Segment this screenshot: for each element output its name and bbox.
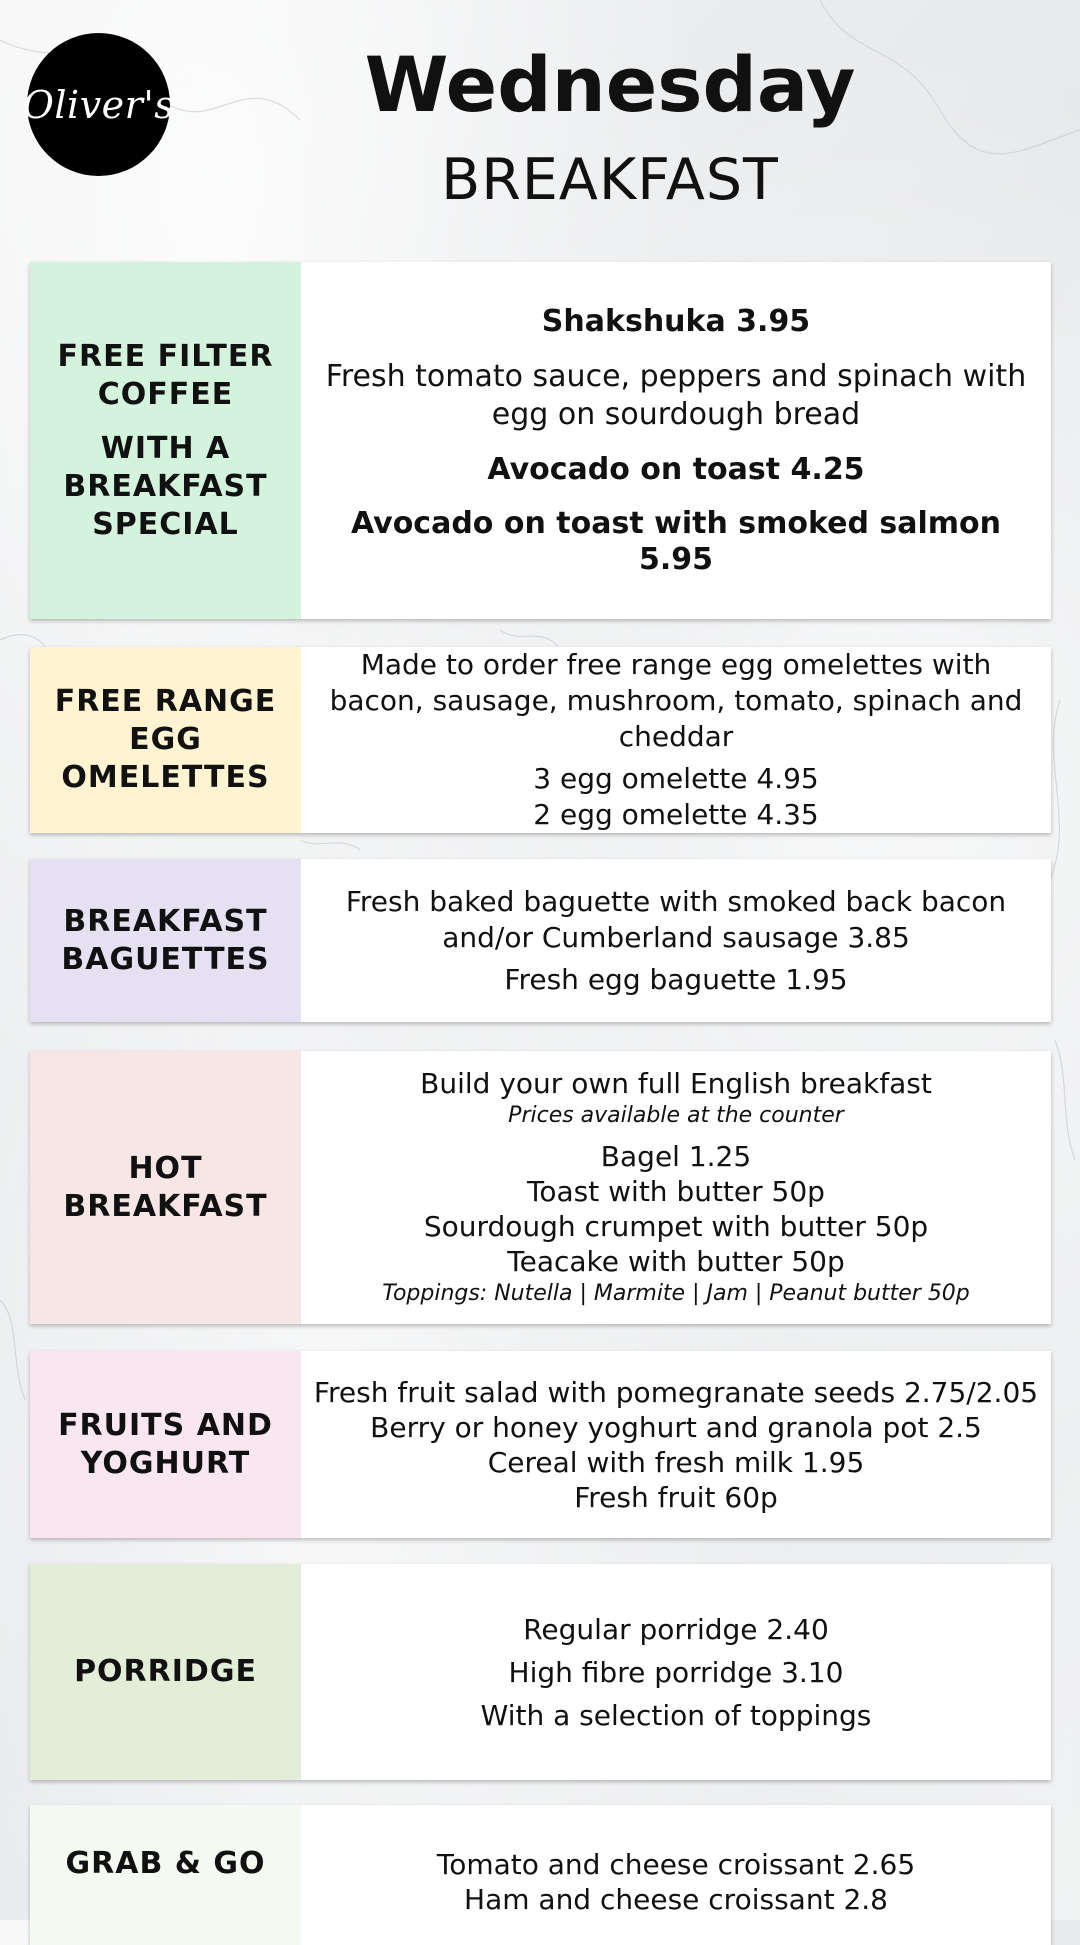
- label-line: PORRIDGE: [74, 1654, 257, 1689]
- section-label: [30, 1051, 301, 1324]
- menu-item: Cereal with fresh milk 1.95: [487, 1445, 865, 1479]
- label-line: BREAKFAST: [63, 903, 268, 939]
- menu-item-description: Fresh tomato sauce, peppers and spinach with egg on sourdough bread: [325, 358, 1027, 432]
- label-line: OMELETTES: [61, 760, 270, 795]
- section-label: [30, 1351, 301, 1538]
- label-line: BREAKFAST: [63, 468, 268, 504]
- section-label: [30, 859, 301, 1022]
- menu-item-description: Made to order free range egg omelettes with bacon, sausage, mushroom, tomato, spinach and cheddar: [329, 648, 1023, 753]
- section-label: [30, 647, 301, 833]
- section-content: [301, 262, 1051, 619]
- section-content: [301, 1051, 1051, 1324]
- meal-title: BREAKFAST: [441, 147, 779, 213]
- menu-note: Prices available at the counter: [508, 1103, 844, 1128]
- section-content: [301, 1564, 1051, 1780]
- menu-item: High fibre porridge 3.10: [508, 1655, 844, 1689]
- section-label: [30, 1805, 301, 1945]
- menu-item: Bagel 1.25: [600, 1140, 752, 1173]
- section-content: [301, 1805, 1051, 1945]
- menu-item: Sourdough crumpet with butter 50p: [423, 1210, 929, 1243]
- label-line: FREE RANGE: [54, 684, 277, 719]
- menu-item: Fresh fruit salad with pomegranate seeds 2.75/2.05: [313, 1375, 1039, 1409]
- menu-item: Tomato and cheese croissant 2.65: [436, 1848, 916, 1881]
- section-grab-and-go: [30, 1805, 1051, 1945]
- section-baguettes: [30, 859, 1051, 1022]
- label-line: WITH A: [100, 430, 231, 466]
- section-content: [301, 859, 1051, 1022]
- label-line: SPECIAL: [92, 506, 239, 542]
- label-line: BREAKFAST: [63, 1188, 268, 1224]
- label-line: FRUITS AND: [58, 1407, 273, 1443]
- menu-item: 3 egg omelette 4.95: [533, 762, 819, 795]
- menu-item: Ham and cheese croissant 2.8: [464, 1883, 888, 1916]
- section-content: [301, 647, 1051, 833]
- section-special: [30, 262, 1051, 619]
- menu-item: Teacake with butter 50p: [507, 1245, 845, 1278]
- menu-item: With a selection of toppings: [480, 1698, 872, 1732]
- label-line: HOT: [128, 1150, 203, 1186]
- menu-item: Fresh fruit 60p: [574, 1480, 778, 1514]
- section-omelettes: [30, 647, 1051, 833]
- menu-item: 2 egg omelette 4.35: [533, 798, 819, 831]
- logo-text: Oliver's: [22, 82, 175, 127]
- menu-item: Fresh egg baguette 1.95: [504, 962, 848, 996]
- label-line: BAGUETTES: [61, 941, 270, 977]
- menu-item: Toast with butter 50p: [527, 1175, 825, 1208]
- label-line: GRAB & GO: [65, 1846, 266, 1881]
- section-label: [30, 262, 301, 619]
- label-line: YOGHURT: [80, 1445, 251, 1481]
- menu-item: Berry or honey yoghurt and granola pot 2.5: [370, 1410, 982, 1444]
- day-title: Wednesday: [364, 40, 856, 129]
- menu-note: Toppings: Nutella | Marmite | Jam | Peanut butter 50p: [382, 1281, 970, 1306]
- menu-item: Fresh baked baguette with smoked back bacon and/or Cumberland sausage 3.85: [345, 884, 1007, 954]
- section-fruits: [30, 1351, 1051, 1538]
- section-label: [30, 1564, 301, 1780]
- menu-item-description: Build your own full English breakfast: [420, 1067, 932, 1100]
- menu-item: Avocado on toast 4.25: [487, 451, 865, 487]
- label-line: EGG: [129, 722, 202, 757]
- menu-item: Avocado on toast with smoked salmon 5.95: [350, 505, 1001, 577]
- logo: [22, 33, 175, 176]
- menu-item: Shakshuka 3.95: [541, 303, 811, 339]
- section-hot-breakfast: [30, 1051, 1051, 1324]
- section-content: [301, 1351, 1051, 1538]
- label-line: COFFEE: [97, 376, 234, 412]
- menu-item: Regular porridge 2.40: [523, 1612, 829, 1646]
- label-line: FREE FILTER: [57, 338, 274, 374]
- section-porridge: [30, 1564, 1051, 1780]
